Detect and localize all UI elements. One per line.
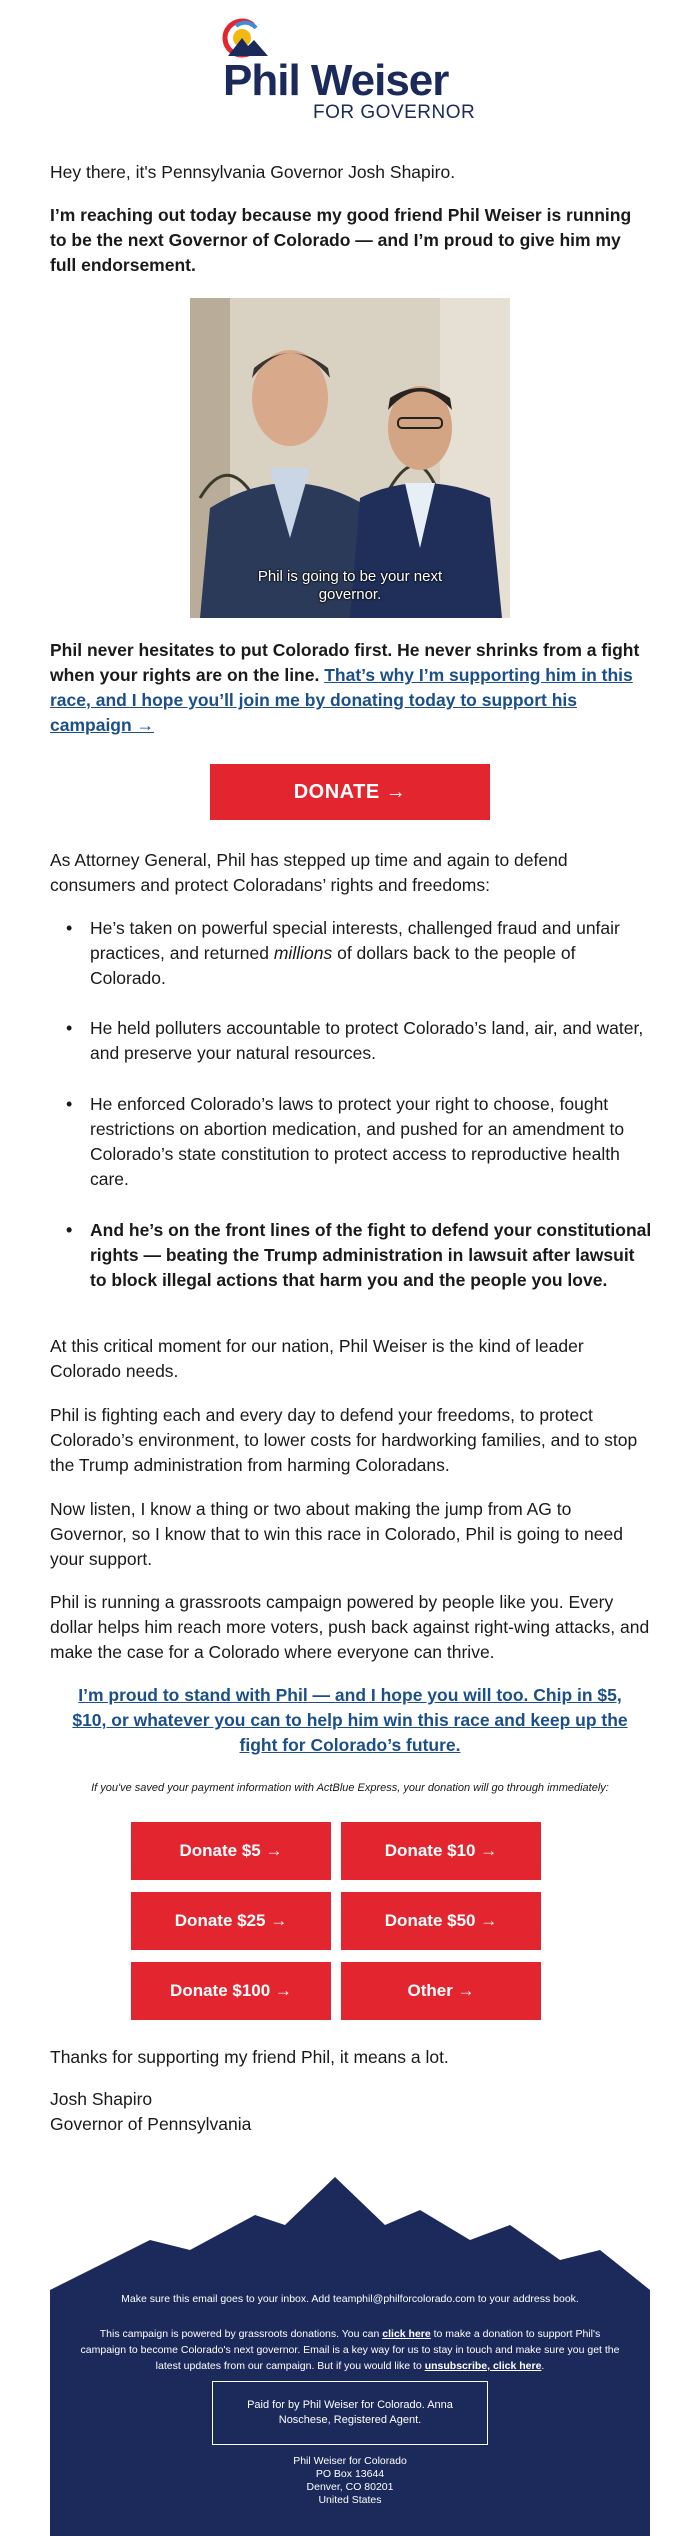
donate-5-button[interactable]: Donate $5 → — [131, 1822, 331, 1880]
video-caption — [190, 568, 510, 604]
chip-in-paragraph — [60, 1683, 640, 1758]
paragraph-ag-to-governor: Now listen, I know a thing or two about making the jump from AG to Governor, so I know that to win this race in Colorado, Phil is going to need your support. — [50, 1499, 623, 1569]
campaign-logo[interactable] — [0, 16, 700, 126]
chip-in-link[interactable]: I’m proud to stand with Phil — and I hope you will too. Chip in $5, $10, or whatever you can to help him win this race and keep up the fight for Colorado’s future. — [72, 1685, 628, 1755]
list-item: • And he’s on the front lines of the fight to defend your constitutional rights — beating the Trump administration in lawsuit after lawsuit to block illegal actions that harm you and the people you love. — [90, 1218, 655, 1293]
endorsement-video-still[interactable] — [190, 298, 510, 618]
inbox-note: Make sure this email goes to your inbox. Add teamphil@philforcolorado.com to your address book. — [121, 2293, 579, 2305]
donate-10-button[interactable]: Donate $10 → — [341, 1822, 541, 1880]
address-line: PO Box 13644 — [315, 2468, 385, 2480]
list-item: • He held polluters accountable to protect Colorado’s land, air, and water, and preserve your natural resources. — [90, 1016, 655, 1066]
paragraph-grassroots: Phil is running a grassroots campaign powered by people like you. Every dollar helps him reach more voters, push back against right-wing attacks, and make the case for a Colorado where everyone can thrive. — [50, 1592, 650, 1662]
caption-line-1: Phil is going to be your next — [257, 568, 443, 585]
bullet-text: of dollars back to the people of Colorado. — [90, 943, 576, 988]
address-line: United States — [318, 2494, 382, 2506]
donate-click-here-link[interactable]: click here — [382, 2328, 431, 2340]
pitch-bold-text: Phil never hesitates to put Colorado first. He never shrinks from a fight when your rights are on the line. — [50, 640, 640, 685]
logo-subtitle: FOR GOVERNOR — [313, 102, 476, 123]
support-campaign-link[interactable]: That’s why I’m supporting him in this race, and I hope you’ll join me by donating today to support his campaign → — [50, 665, 633, 735]
actblue-note: If you've saved your payment information with ActBlue Express, your donation will go through immediately: — [91, 1782, 609, 1794]
donate-other-button[interactable]: Other → — [341, 1962, 541, 2020]
grassroots-text: . — [541, 2360, 545, 2372]
ag-record-intro: As Attorney General, Phil has stepped up time and again to defend consumers and protect Coloradans’ rights and freedoms: — [50, 850, 568, 895]
paragraph-critical-moment: At this critical moment for our nation, Phil Weiser is the kind of leader Colorado needs. — [50, 1336, 584, 1381]
logo-name: Phil Weiser — [223, 56, 449, 105]
signer-name: Josh Shapiro — [50, 2089, 153, 2109]
caption-line-2: governor. — [318, 586, 382, 603]
grassroots-text: This campaign is powered by grassroots donations. You can — [99, 2328, 383, 2340]
list-item — [90, 916, 655, 991]
donate-50-button[interactable]: Donate $50 → — [341, 1892, 541, 1950]
grassroots-text: to make a donation to support Phil's campaign to become Colorado's next governor. Email is a key way for us to stay in touch and make sure you get the latest updates from our campaign. But if you would like to — [80, 2328, 620, 2372]
lead-paragraph: I’m reaching out today because my good friend Phil Weiser is running to be the next Governor of Colorado — and I’m proud to give him my full endorsement. — [50, 205, 632, 275]
greeting: Hey there, it's Pennsylvania Governor Josh Shapiro. — [50, 162, 456, 182]
pitch-paragraph — [50, 638, 650, 738]
thanks-line: Thanks for supporting my friend Phil, it means a lot. — [50, 2047, 449, 2067]
grassroots-note — [80, 2326, 620, 2374]
donate-100-button[interactable]: Donate $100 → — [131, 1962, 331, 2020]
address-line: Denver, CO 80201 — [306, 2481, 394, 2493]
bullet-text: He’s taken on powerful special interests, challenged fraud and unfair practices, and returned — [90, 918, 620, 963]
address-line: Phil Weiser for Colorado — [293, 2455, 407, 2467]
bullet-emphasis: millions — [273, 943, 333, 963]
donate-button[interactable]: DONATE → — [210, 764, 490, 820]
list-item: • He enforced Colorado’s laws to protect your right to choose, fought restrictions on abortion medication, and pushed for an amendment to Colorado’s state constitution to protect access to reproductive health care. — [90, 1092, 655, 1192]
donate-25-button[interactable]: Donate $25 → — [131, 1892, 331, 1950]
paid-for-disclaimer: Paid for by Phil Weiser for Colorado. Anna Noschese, Registered Agent. — [212, 2381, 488, 2445]
signer-title: Governor of Pennsylvania — [50, 2114, 252, 2134]
paragraph-fighting: Phil is fighting each and every day to defend your freedoms, to protect Colorado’s environment, to lower costs for hardworking families, and to stop the Trump administration from harming Coloradans. — [50, 1405, 638, 1475]
unsubscribe-link[interactable]: unsubscribe, click here — [424, 2360, 542, 2372]
